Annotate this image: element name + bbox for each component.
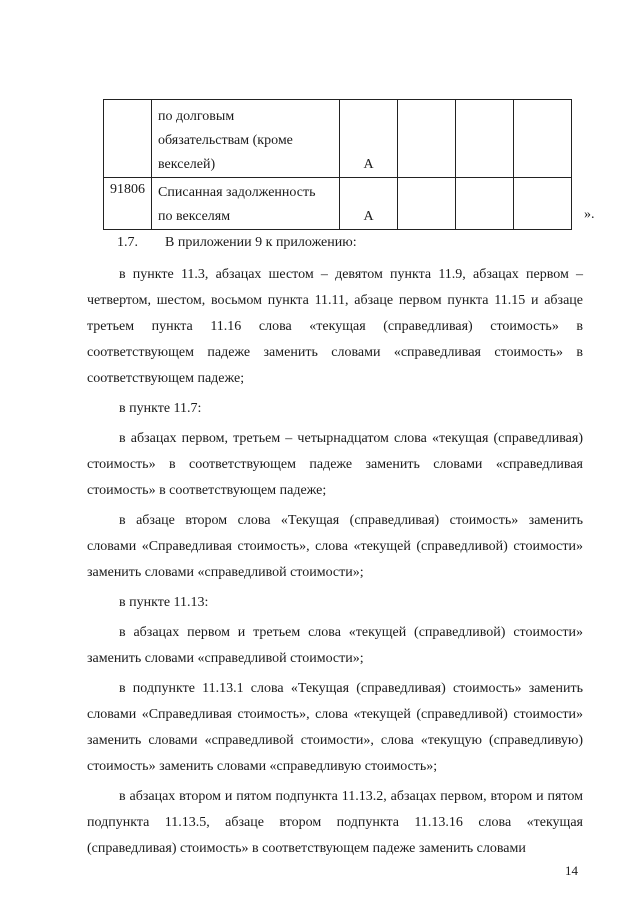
account-description-cell (152, 100, 340, 178)
closing-quote: ». (584, 207, 595, 222)
section-lead: В приложении 9 к приложению: (165, 235, 357, 250)
account-code-cell: 91806 (104, 178, 152, 230)
description-line: по векселям (158, 209, 231, 224)
accounts-table (103, 99, 572, 230)
paragraph: в пункте 11.3, абзацах шестом – девятом пункта 11.9, абзацах первом – четвертом, шестом, восьмом пункта 11.11, абзаце первом пункта 11.15 и абзаце третьем пункта 11.16 слова «текущая (справедливая) стоимость» в соответствующем падеже заменить словами «справедливая стоимость» в соответствующем падеже; (87, 267, 583, 386)
page-number: 14 (565, 863, 578, 878)
paragraph: в абзаце втором слова «Текущая (справедливая) стоимость» заменить словами «Справедливая стоимость», слова «текущей (справедливой) стоимости» заменить словами «справедливой стоимости»; (87, 513, 583, 580)
section-heading (87, 228, 583, 258)
paragraph: в абзацах втором и пятом подпункта 11.13.2, абзацах первом, втором и пятом подпункта 11.13.5, абзаце втором подпункта 11.13.16 слова «текущая (справедливая) стоимость» в соответствующем падеже заменить словами (87, 789, 583, 856)
empty-cell (398, 100, 456, 178)
empty-cell (514, 178, 572, 230)
description-line: векселей) (158, 157, 216, 172)
paragraph: в пункте 11.13: (119, 595, 209, 610)
paragraph: в пункте 11.7: (119, 401, 202, 416)
empty-cell (398, 178, 456, 230)
description-line: обязательствам (кроме (158, 133, 293, 148)
empty-cell (456, 178, 514, 230)
account-sign-cell: А (340, 178, 398, 230)
description-line: по долговым (158, 109, 235, 124)
account-description-cell (152, 178, 340, 230)
paragraph: в подпункте 11.13.1 слова «Текущая (справедливая) стоимость» заменить словами «Справедливая стоимость», слова «текущей (справедливой) стоимости» заменить словами «справедливой стоимости», слова «текущую (справедливую) стоимость» заменить словами «справедливую стоимость»; (87, 681, 583, 774)
account-sign-cell: А (340, 100, 398, 178)
account-code-cell (104, 100, 152, 178)
table-row (104, 178, 572, 230)
section-number: 1.7. (117, 235, 138, 250)
description-line: Списанная задолженность (158, 185, 316, 200)
table-row (104, 100, 572, 178)
paragraph: в абзацах первом и третьем слова «текущей (справедливой) стоимости» заменить словами «справедливой стоимости»; (87, 625, 583, 666)
amendment-text (87, 228, 583, 862)
paragraph: в абзацах первом, третьем – четырнадцатом слова «текущая (справедливая) стоимость» в соответствующем падеже заменить словами «справедливая стоимость» в соответствующем падеже; (87, 431, 583, 498)
empty-cell (456, 100, 514, 178)
empty-cell (514, 100, 572, 178)
